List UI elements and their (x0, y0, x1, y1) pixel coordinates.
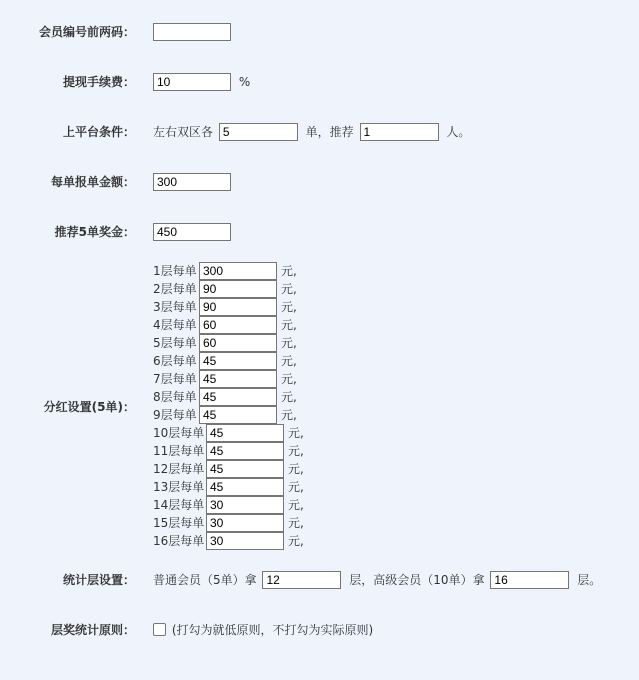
dividend-level-input[interactable] (206, 442, 284, 460)
dividend-level-label: 16层每单 (153, 534, 205, 548)
dividend-label: 分红设置(5单)： (43, 400, 135, 414)
dividend-level-label: 1层每单 (153, 264, 197, 278)
dividend-level-row (153, 460, 304, 478)
upper-platform-label: 上平台条件： (62, 125, 135, 139)
order-amount-input[interactable] (153, 173, 231, 191)
withdraw-fee-input[interactable] (153, 73, 231, 91)
dividend-level-row (153, 298, 297, 316)
referral-bonus-input[interactable] (153, 223, 231, 241)
dividend-level-label: 12层每单 (153, 462, 205, 476)
dividend-level-label: 6层每单 (153, 354, 197, 368)
dividend-level-input[interactable] (206, 532, 284, 550)
order-amount-label: 每单报单金额： (50, 175, 135, 189)
dividend-level-label: 3层每单 (153, 300, 197, 314)
dividend-level-row (153, 280, 297, 298)
dividend-level-row (153, 262, 297, 280)
dividend-level-label: 10层每单 (153, 426, 205, 440)
dividend-level-row (153, 388, 297, 406)
dividend-level-input[interactable] (199, 298, 277, 316)
dividend-level-label: 7层每单 (153, 372, 197, 386)
dividend-level-input[interactable] (199, 334, 277, 352)
dividend-level-unit: 元, (281, 264, 297, 278)
stat-normal-input[interactable] (262, 571, 341, 589)
dividend-level-label: 2层每单 (153, 282, 197, 296)
dividend-level-input[interactable] (199, 370, 277, 388)
stat-mid: 层，高级会员（10单）拿 (349, 573, 485, 587)
upper-platform-mid: 单，推荐 (305, 125, 354, 139)
dividend-level-unit: 元, (281, 336, 297, 350)
dividend-level-row (153, 370, 297, 388)
dividend-level-row (153, 442, 304, 460)
upper-platform-referral-input[interactable] (360, 123, 439, 141)
dividend-level-input[interactable] (199, 352, 277, 370)
dividend-level-input[interactable] (206, 514, 284, 532)
dividend-level-label: 4层每单 (153, 318, 197, 332)
referral-bonus-label: 推荐5单奖金： (54, 225, 135, 239)
dividend-level-unit: 元, (281, 318, 297, 332)
dividend-level-row (153, 316, 297, 334)
dividend-level-unit: 元, (281, 372, 297, 386)
dividend-level-label: 15层每单 (153, 516, 205, 530)
dividend-level-unit: 元, (281, 300, 297, 314)
stat-suffix: 层。 (577, 573, 602, 587)
dividend-level-unit: 元, (281, 354, 297, 368)
dividend-level-row (153, 334, 297, 352)
upper-platform-prefix: 左右双区各 (153, 125, 214, 139)
level-rule-label: 层奖统计原则： (50, 623, 135, 637)
dividend-level-input[interactable] (199, 406, 277, 424)
dividend-level-unit: 元, (288, 498, 304, 512)
dividend-level-unit: 元, (288, 516, 304, 530)
dividend-level-row (153, 514, 304, 532)
member-prefix-label: 会员编号前两码： (38, 25, 135, 39)
upper-platform-suffix: 人。 (446, 125, 471, 139)
dividend-level-label: 5层每单 (153, 336, 197, 350)
dividend-level-input[interactable] (206, 496, 284, 514)
dividend-level-unit: 元, (281, 390, 297, 404)
withdraw-fee-label: 提现手续费： (62, 75, 135, 89)
dividend-level-unit: 元, (288, 534, 304, 548)
dividend-level-unit: 元, (288, 480, 304, 494)
dividend-level-input[interactable] (199, 280, 277, 298)
dividend-level-row (153, 352, 297, 370)
dividend-level-unit: 元, (288, 462, 304, 476)
dividend-level-row (153, 478, 304, 496)
member-prefix-input[interactable] (153, 23, 231, 41)
dividend-level-unit: 元, (281, 282, 297, 296)
dividend-level-input[interactable] (199, 262, 277, 280)
level-rule-checkbox[interactable] (153, 623, 166, 636)
dividend-level-input[interactable] (199, 388, 277, 406)
stat-normal-prefix: 普通会员（5单）拿 (153, 573, 257, 587)
dividend-level-label: 13层每单 (153, 480, 205, 494)
level-rule-note: (打勾为就低原则，不打勾为实际原则) (171, 623, 374, 637)
dividend-level-label: 8层每单 (153, 390, 197, 404)
stat-levels-label: 统计层设置： (62, 573, 135, 587)
dividend-level-input[interactable] (206, 424, 284, 442)
dividend-level-row (153, 532, 304, 550)
upper-platform-orders-input[interactable] (219, 123, 298, 141)
dividend-level-row (153, 424, 304, 442)
dividend-level-label: 14层每单 (153, 498, 205, 512)
dividend-level-input[interactable] (206, 460, 284, 478)
percent-unit: % (238, 75, 251, 89)
dividend-level-unit: 元, (281, 408, 297, 422)
dividend-level-input[interactable] (199, 316, 277, 334)
dividend-level-unit: 元, (288, 426, 304, 440)
dividend-level-row (153, 496, 304, 514)
stat-senior-input[interactable] (490, 571, 569, 589)
dividend-level-label: 11层每单 (153, 444, 205, 458)
dividend-level-unit: 元, (288, 444, 304, 458)
dividend-level-row (153, 406, 297, 424)
dividend-level-input[interactable] (206, 478, 284, 496)
dividend-level-label: 9层每单 (153, 408, 197, 422)
